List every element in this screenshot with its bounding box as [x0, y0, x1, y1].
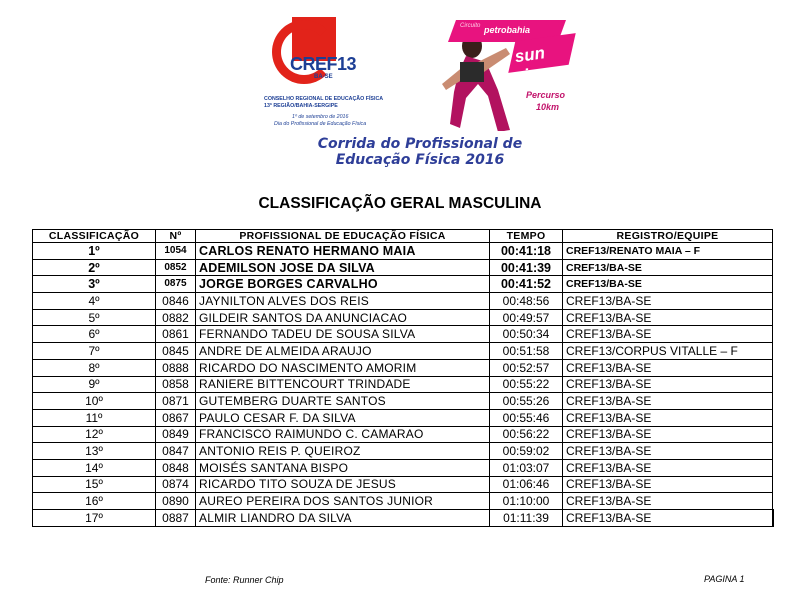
cell-position: 3º: [33, 276, 156, 293]
cell-name: RICARDO TITO SOUZA DE JESUS: [196, 476, 490, 493]
runner-illustration: [436, 32, 516, 131]
race-brand: petrobahia: [484, 25, 531, 35]
cell-name: FERNANDO TADEU DE SOUSA SILVA: [196, 326, 490, 343]
header-numero: Nº: [156, 230, 196, 243]
cell-name: FRANCISCO RAIMUNDO C. CAMARAO: [196, 426, 490, 443]
cell-team: CREF13/BA-SE: [563, 326, 773, 343]
table-row: [33, 359, 773, 376]
cell-number: 0867: [156, 409, 196, 426]
cell-team: CREF13/CORPUS VITALLE – F: [563, 343, 773, 360]
cell-position: 11º: [33, 409, 156, 426]
cell-name: GUTEMBERG DUARTE SANTOS: [196, 393, 490, 410]
cell-number: 0848: [156, 459, 196, 476]
cell-time: 00:48:56: [490, 293, 563, 310]
race-logo: [398, 12, 577, 131]
table-row: [33, 293, 773, 310]
header-tempo: TEMPO: [490, 230, 563, 243]
cell-number: 0846: [156, 293, 196, 310]
event-title: [300, 136, 540, 168]
table-row: [33, 326, 773, 343]
table-row: [33, 343, 773, 360]
cell-time: 01:11:39: [490, 510, 563, 527]
cell-position: 4º: [33, 293, 156, 310]
source-note: Fonte: Runner Chip: [205, 575, 284, 585]
cref-logo-line4: Dia do Profissional de Educação Física: [274, 121, 367, 127]
cell-position: 16º: [33, 493, 156, 510]
cell-time: 00:55:46: [490, 409, 563, 426]
cell-time: 00:55:26: [490, 393, 563, 410]
cell-name: CARLOS RENATO HERMANO MAIA: [196, 243, 490, 260]
cell-team: CREF13/BA-SE: [563, 510, 773, 527]
cell-number: 0890: [156, 493, 196, 510]
cell-position: 2º: [33, 259, 156, 276]
cell-name: JAYNILTON ALVES DOS REIS: [196, 293, 490, 310]
cell-team: CREF13/BA-SE: [563, 359, 773, 376]
cell-position: 10º: [33, 393, 156, 410]
cell-time: 00:59:02: [490, 443, 563, 460]
event-title-line2: Educação Física 2016: [335, 152, 505, 168]
cell-number: 0888: [156, 359, 196, 376]
header-classificacao: CLASSIFICAÇÃO: [33, 230, 156, 243]
race-name: sun rise: [513, 43, 549, 87]
table-row: [33, 243, 773, 260]
cell-time: 00:50:34: [490, 326, 563, 343]
header-registro: REGISTRO/EQUIPE: [563, 230, 773, 243]
cref-logo-line3: 1º de setembro de 2016: [292, 114, 349, 120]
header-profissional: PROFISSIONAL DE EDUCAÇÃO FÍSICA: [196, 230, 490, 243]
cell-number: 0861: [156, 326, 196, 343]
cell-time: 01:03:07: [490, 459, 563, 476]
cell-name: ADEMILSON JOSE DA SILVA: [196, 259, 490, 276]
table-row: [33, 409, 773, 426]
cell-position: 15º: [33, 476, 156, 493]
cell-name: MOISÉS SANTANA BISPO: [196, 459, 490, 476]
cref-logo-line1: CONSELHO REGIONAL DE EDUCAÇÃO FÍSICA: [264, 96, 384, 102]
cell-number: 0871: [156, 393, 196, 410]
cell-team: CREF13/BA-SE: [563, 309, 773, 326]
table-header-row: [33, 230, 773, 243]
cref-logo-line2: 13ª REGIÃO/BAHIA-SERGIPE: [264, 103, 338, 109]
cell-position: 12º: [33, 426, 156, 443]
cell-time: 00:41:39: [490, 259, 563, 276]
cell-name: ANDRE DE ALMEIDA ARAUJO: [196, 343, 490, 360]
cell-name: JORGE BORGES CARVALHO: [196, 276, 490, 293]
cell-position: 17º: [33, 510, 156, 527]
cell-number: 0847: [156, 443, 196, 460]
cell-team: CREF13/BA-SE: [563, 476, 773, 493]
table-row: [33, 393, 773, 410]
table-row: [33, 309, 773, 326]
cref-logo-region: BA-SE: [314, 74, 333, 80]
cell-time: 00:41:18: [490, 243, 563, 260]
cell-number: 0849: [156, 426, 196, 443]
cell-time: 00:55:22: [490, 376, 563, 393]
cell-number: 0874: [156, 476, 196, 493]
cell-time: 01:06:46: [490, 476, 563, 493]
cell-time: 00:51:58: [490, 343, 563, 360]
event-title-line1: Corrida do Profissional de: [317, 136, 523, 152]
cell-time: 01:10:00: [490, 493, 563, 510]
cell-team: CREF13/BA-SE: [563, 393, 773, 410]
race-prefix: Circuito: [460, 23, 481, 29]
cell-name: ANTONIO REIS P. QUEIROZ: [196, 443, 490, 460]
cell-time: 00:56:22: [490, 426, 563, 443]
cell-number: 0882: [156, 309, 196, 326]
cell-name: ALMIR LIANDRO DA SILVA: [196, 510, 490, 527]
cell-name: AUREO PEREIRA DOS SANTOS JUNIOR: [196, 493, 490, 510]
cell-position: 6º: [33, 326, 156, 343]
table-row: [33, 459, 773, 476]
cell-position: 9º: [33, 376, 156, 393]
cell-position: 13º: [33, 443, 156, 460]
cell-team: CREF13/BA-SE: [563, 259, 773, 276]
cell-position: 5º: [33, 309, 156, 326]
table-row: [33, 476, 773, 493]
cell-position: 14º: [33, 459, 156, 476]
cell-number: 0852: [156, 259, 196, 276]
table-row: [33, 510, 773, 527]
table-row: [33, 426, 773, 443]
cell-team: CREF13/BA-SE: [563, 459, 773, 476]
cell-team: CREF13/BA-SE: [563, 293, 773, 310]
cell-team: CREF13/BA-SE: [563, 443, 773, 460]
cell-number: 0845: [156, 343, 196, 360]
table-row: [33, 493, 773, 510]
cell-team: CREF13/RENATO MAIA – F: [563, 243, 773, 260]
page-title: CLASSIFICAÇÃO GERAL MASCULINA: [258, 195, 542, 212]
results-table: [32, 229, 774, 527]
cell-position: 1º: [33, 243, 156, 260]
cell-number: 1054: [156, 243, 196, 260]
cref-logo-name: CREF13: [290, 54, 357, 74]
table-row: [33, 443, 773, 460]
cell-team: CREF13/BA-SE: [563, 276, 773, 293]
cell-name: PAULO CESAR F. DA SILVA: [196, 409, 490, 426]
cell-number: 0875: [156, 276, 196, 293]
cell-time: 00:52:57: [490, 359, 563, 376]
cell-position: 8º: [33, 359, 156, 376]
table-row: [33, 376, 773, 393]
cell-time: 00:49:57: [490, 309, 563, 326]
race-distance-label: Percurso: [526, 90, 566, 100]
cell-position: 7º: [33, 343, 156, 360]
cell-team: CREF13/BA-SE: [563, 426, 773, 443]
cell-team: CREF13/BA-SE: [563, 493, 773, 510]
cell-number: 0887: [156, 510, 196, 527]
cref13-logo: [262, 12, 395, 131]
cell-number: 0858: [156, 376, 196, 393]
table-row: [33, 259, 773, 276]
cell-time: 00:41:52: [490, 276, 563, 293]
race-distance: 10km: [536, 102, 560, 112]
page-number: PAGINA 1: [704, 574, 745, 584]
cell-name: RICARDO DO NASCIMENTO AMORIM: [196, 359, 490, 376]
cell-name: RANIERE BITTENCOURT TRINDADE: [196, 376, 490, 393]
cell-team: CREF13/BA-SE: [563, 376, 773, 393]
table-row: [33, 276, 773, 293]
cell-team: CREF13/BA-SE: [563, 409, 773, 426]
cell-name: GILDEIR SANTOS DA ANUNCIACAO: [196, 309, 490, 326]
